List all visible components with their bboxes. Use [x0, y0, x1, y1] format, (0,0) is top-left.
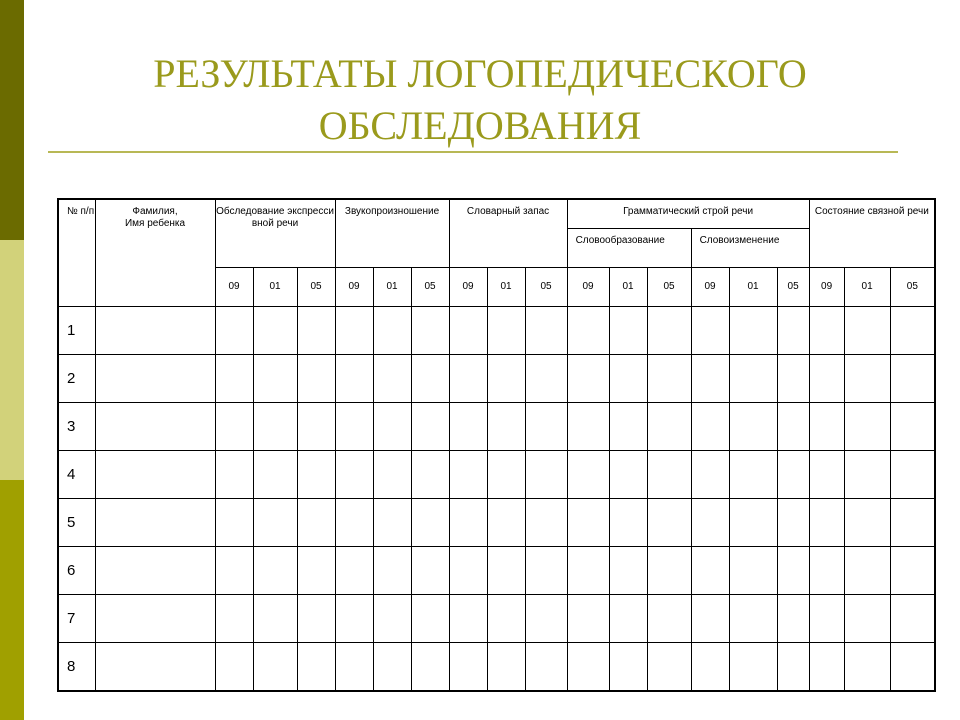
score-cell[interactable]	[335, 595, 373, 643]
score-cell[interactable]	[647, 595, 691, 643]
month-cell: 05	[777, 268, 809, 307]
score-cell[interactable]	[487, 595, 525, 643]
score-cell[interactable]	[297, 595, 335, 643]
score-cell[interactable]	[890, 451, 935, 499]
score-cell[interactable]	[890, 547, 935, 595]
score-cell[interactable]	[691, 499, 729, 547]
score-cell[interactable]	[777, 547, 809, 595]
score-cell[interactable]	[691, 403, 729, 451]
score-cell[interactable]	[777, 451, 809, 499]
header-word-formation: Словообразование	[567, 229, 691, 268]
score-cell[interactable]	[809, 499, 844, 547]
score-cell[interactable]	[844, 403, 890, 451]
score-cell[interactable]	[373, 499, 411, 547]
score-cell[interactable]	[729, 355, 777, 403]
score-cell[interactable]	[411, 547, 449, 595]
score-cell[interactable]	[647, 643, 691, 692]
score-cell[interactable]	[487, 451, 525, 499]
score-cell[interactable]	[729, 595, 777, 643]
month-cell: 09	[215, 268, 253, 307]
score-cell[interactable]	[215, 451, 253, 499]
header-vocabulary: Словарный запас	[449, 199, 567, 268]
header-name-line-2: Имя ребенка	[124, 218, 186, 229]
month-cell: 01	[609, 268, 647, 307]
results-table	[57, 198, 936, 692]
month-cell: 05	[647, 268, 691, 307]
score-cell[interactable]	[729, 499, 777, 547]
month-cell: 09	[567, 268, 609, 307]
score-cell[interactable]	[373, 451, 411, 499]
score-cell[interactable]	[449, 403, 487, 451]
name-cell[interactable]	[95, 547, 215, 595]
month-cell: 05	[411, 268, 449, 307]
score-cell[interactable]	[525, 355, 567, 403]
name-cell[interactable]	[95, 595, 215, 643]
score-cell[interactable]	[215, 355, 253, 403]
month-cell: 01	[373, 268, 411, 307]
score-cell[interactable]	[691, 643, 729, 692]
row-number: 7	[58, 595, 95, 643]
score-cell[interactable]	[777, 499, 809, 547]
score-cell[interactable]	[691, 307, 729, 355]
month-cell: 05	[525, 268, 567, 307]
score-cell[interactable]	[253, 355, 297, 403]
title-underline	[48, 151, 898, 153]
score-cell[interactable]	[809, 451, 844, 499]
score-cell[interactable]	[567, 307, 609, 355]
score-cell[interactable]	[487, 307, 525, 355]
sidebar-stripe-bottom	[0, 480, 24, 720]
score-cell[interactable]	[449, 451, 487, 499]
row-number: 8	[58, 643, 95, 692]
header-expressive-speech: Обследование экспрессивной речи	[215, 199, 335, 268]
score-cell[interactable]	[411, 643, 449, 692]
score-cell[interactable]	[777, 355, 809, 403]
score-cell[interactable]	[647, 403, 691, 451]
score-cell[interactable]	[567, 355, 609, 403]
score-cell[interactable]	[691, 547, 729, 595]
score-cell[interactable]	[609, 451, 647, 499]
score-cell[interactable]	[691, 451, 729, 499]
score-cell[interactable]	[253, 547, 297, 595]
score-cell[interactable]	[487, 355, 525, 403]
table-row	[58, 499, 935, 547]
sidebar-stripe-middle	[0, 240, 24, 480]
table-row	[58, 403, 935, 451]
header-sound-pronunciation: Звукопроизношение	[335, 199, 449, 268]
score-cell[interactable]	[411, 403, 449, 451]
score-cell[interactable]	[777, 403, 809, 451]
score-cell[interactable]	[411, 307, 449, 355]
score-cell[interactable]	[647, 355, 691, 403]
month-cell: 09	[691, 268, 729, 307]
score-cell[interactable]	[297, 547, 335, 595]
score-cell[interactable]	[253, 403, 297, 451]
score-cell[interactable]	[890, 307, 935, 355]
page-title	[40, 48, 920, 152]
name-cell[interactable]	[95, 403, 215, 451]
month-cell: 01	[729, 268, 777, 307]
score-cell[interactable]	[525, 547, 567, 595]
table-row	[58, 307, 935, 355]
score-cell[interactable]	[373, 307, 411, 355]
score-cell[interactable]	[844, 595, 890, 643]
score-cell[interactable]	[335, 307, 373, 355]
score-cell[interactable]	[609, 403, 647, 451]
score-cell[interactable]	[487, 403, 525, 451]
score-cell[interactable]	[373, 595, 411, 643]
page-title-line-2: ОБСЛЕДОВАНИЯ	[318, 103, 642, 148]
sidebar-stripe-top	[0, 0, 24, 240]
score-cell[interactable]	[487, 499, 525, 547]
score-cell[interactable]	[890, 403, 935, 451]
score-cell[interactable]	[691, 595, 729, 643]
month-cell: 01	[253, 268, 297, 307]
score-cell[interactable]	[729, 451, 777, 499]
score-cell[interactable]	[844, 499, 890, 547]
row-number: 4	[58, 451, 95, 499]
table-row	[58, 595, 935, 643]
score-cell[interactable]	[297, 307, 335, 355]
score-cell[interactable]	[215, 547, 253, 595]
score-cell[interactable]	[890, 355, 935, 403]
score-cell[interactable]	[647, 499, 691, 547]
score-cell[interactable]	[449, 355, 487, 403]
score-cell[interactable]	[809, 355, 844, 403]
score-cell[interactable]	[373, 355, 411, 403]
score-cell[interactable]	[844, 355, 890, 403]
score-cell[interactable]	[844, 643, 890, 692]
score-cell[interactable]	[729, 403, 777, 451]
score-cell[interactable]	[567, 595, 609, 643]
month-cell: 05	[890, 268, 935, 307]
score-cell[interactable]	[411, 595, 449, 643]
score-cell[interactable]	[335, 643, 373, 692]
score-cell[interactable]	[729, 307, 777, 355]
score-cell[interactable]	[487, 547, 525, 595]
score-cell[interactable]	[449, 307, 487, 355]
table-row	[58, 451, 935, 499]
score-cell[interactable]	[691, 355, 729, 403]
score-cell[interactable]	[844, 451, 890, 499]
score-cell[interactable]	[729, 547, 777, 595]
score-cell[interactable]	[890, 643, 935, 692]
score-cell[interactable]	[411, 355, 449, 403]
score-cell[interactable]	[449, 547, 487, 595]
score-cell[interactable]	[609, 547, 647, 595]
score-cell[interactable]	[335, 499, 373, 547]
score-cell[interactable]	[297, 499, 335, 547]
score-cell[interactable]	[844, 307, 890, 355]
score-cell[interactable]	[449, 499, 487, 547]
score-cell[interactable]	[525, 451, 567, 499]
name-cell[interactable]	[95, 499, 215, 547]
page-title-line-1: РЕЗУЛЬТАТЫ ЛОГОПЕДИЧЕСКОГО	[153, 51, 807, 96]
row-number: 1	[58, 307, 95, 355]
month-cell: 01	[487, 268, 525, 307]
score-cell[interactable]	[253, 595, 297, 643]
score-cell[interactable]	[890, 595, 935, 643]
score-cell[interactable]	[373, 547, 411, 595]
name-cell[interactable]	[95, 307, 215, 355]
score-cell[interactable]	[215, 499, 253, 547]
score-cell[interactable]	[525, 595, 567, 643]
score-cell[interactable]	[609, 355, 647, 403]
header-grammar: Грамматический строй речи	[567, 199, 809, 229]
score-cell[interactable]	[525, 643, 567, 692]
header-inflection: Словоизменение	[691, 229, 809, 268]
score-cell[interactable]	[335, 355, 373, 403]
score-cell[interactable]	[777, 595, 809, 643]
score-cell[interactable]	[487, 643, 525, 692]
month-cell: 05	[297, 268, 335, 307]
score-cell[interactable]	[215, 595, 253, 643]
score-cell[interactable]	[567, 451, 609, 499]
score-cell[interactable]	[609, 595, 647, 643]
name-cell[interactable]	[95, 643, 215, 692]
results-table-wrapper	[57, 198, 934, 692]
month-cell: 01	[844, 268, 890, 307]
score-cell[interactable]	[777, 643, 809, 692]
name-cell[interactable]	[95, 355, 215, 403]
score-cell[interactable]	[411, 451, 449, 499]
score-cell[interactable]	[609, 499, 647, 547]
score-cell[interactable]	[809, 547, 844, 595]
score-cell[interactable]	[253, 307, 297, 355]
score-cell[interactable]	[253, 499, 297, 547]
score-cell[interactable]	[647, 451, 691, 499]
score-cell[interactable]	[297, 403, 335, 451]
month-cell: 09	[809, 268, 844, 307]
score-cell[interactable]	[647, 307, 691, 355]
score-cell[interactable]	[297, 451, 335, 499]
score-cell[interactable]	[525, 403, 567, 451]
header-name	[95, 199, 215, 307]
score-cell[interactable]	[215, 307, 253, 355]
score-cell[interactable]	[215, 403, 253, 451]
score-cell[interactable]	[525, 307, 567, 355]
score-cell[interactable]	[215, 643, 253, 692]
score-cell[interactable]	[567, 547, 609, 595]
score-cell[interactable]	[297, 355, 335, 403]
score-cell[interactable]	[809, 643, 844, 692]
row-number: 2	[58, 355, 95, 403]
score-cell[interactable]	[609, 307, 647, 355]
month-cell: 09	[449, 268, 487, 307]
score-cell[interactable]	[647, 547, 691, 595]
name-cell[interactable]	[95, 451, 215, 499]
table-row	[58, 643, 935, 692]
score-cell[interactable]	[567, 403, 609, 451]
score-cell[interactable]	[809, 595, 844, 643]
score-cell[interactable]	[729, 643, 777, 692]
score-cell[interactable]	[449, 643, 487, 692]
score-cell[interactable]	[335, 547, 373, 595]
score-cell[interactable]	[253, 451, 297, 499]
row-number: 5	[58, 499, 95, 547]
score-cell[interactable]	[525, 499, 567, 547]
table-row	[58, 547, 935, 595]
score-cell[interactable]	[297, 643, 335, 692]
score-cell[interactable]	[890, 499, 935, 547]
month-cell: 09	[335, 268, 373, 307]
score-cell[interactable]	[335, 451, 373, 499]
score-cell[interactable]	[373, 403, 411, 451]
score-cell[interactable]	[411, 499, 449, 547]
score-cell[interactable]	[373, 643, 411, 692]
score-cell[interactable]	[777, 307, 809, 355]
score-cell[interactable]	[253, 643, 297, 692]
row-number: 3	[58, 403, 95, 451]
row-number: 6	[58, 547, 95, 595]
score-cell[interactable]	[609, 643, 647, 692]
header-coherent-speech: Состояние связной речи	[809, 199, 935, 268]
header-name-line-1: Фамилия,	[132, 206, 178, 217]
score-cell[interactable]	[449, 595, 487, 643]
header-number: № п/п	[58, 199, 95, 307]
score-cell[interactable]	[567, 643, 609, 692]
score-cell[interactable]	[335, 403, 373, 451]
score-cell[interactable]	[567, 499, 609, 547]
score-cell[interactable]	[809, 307, 844, 355]
table-row	[58, 355, 935, 403]
score-cell[interactable]	[809, 403, 844, 451]
score-cell[interactable]	[844, 547, 890, 595]
